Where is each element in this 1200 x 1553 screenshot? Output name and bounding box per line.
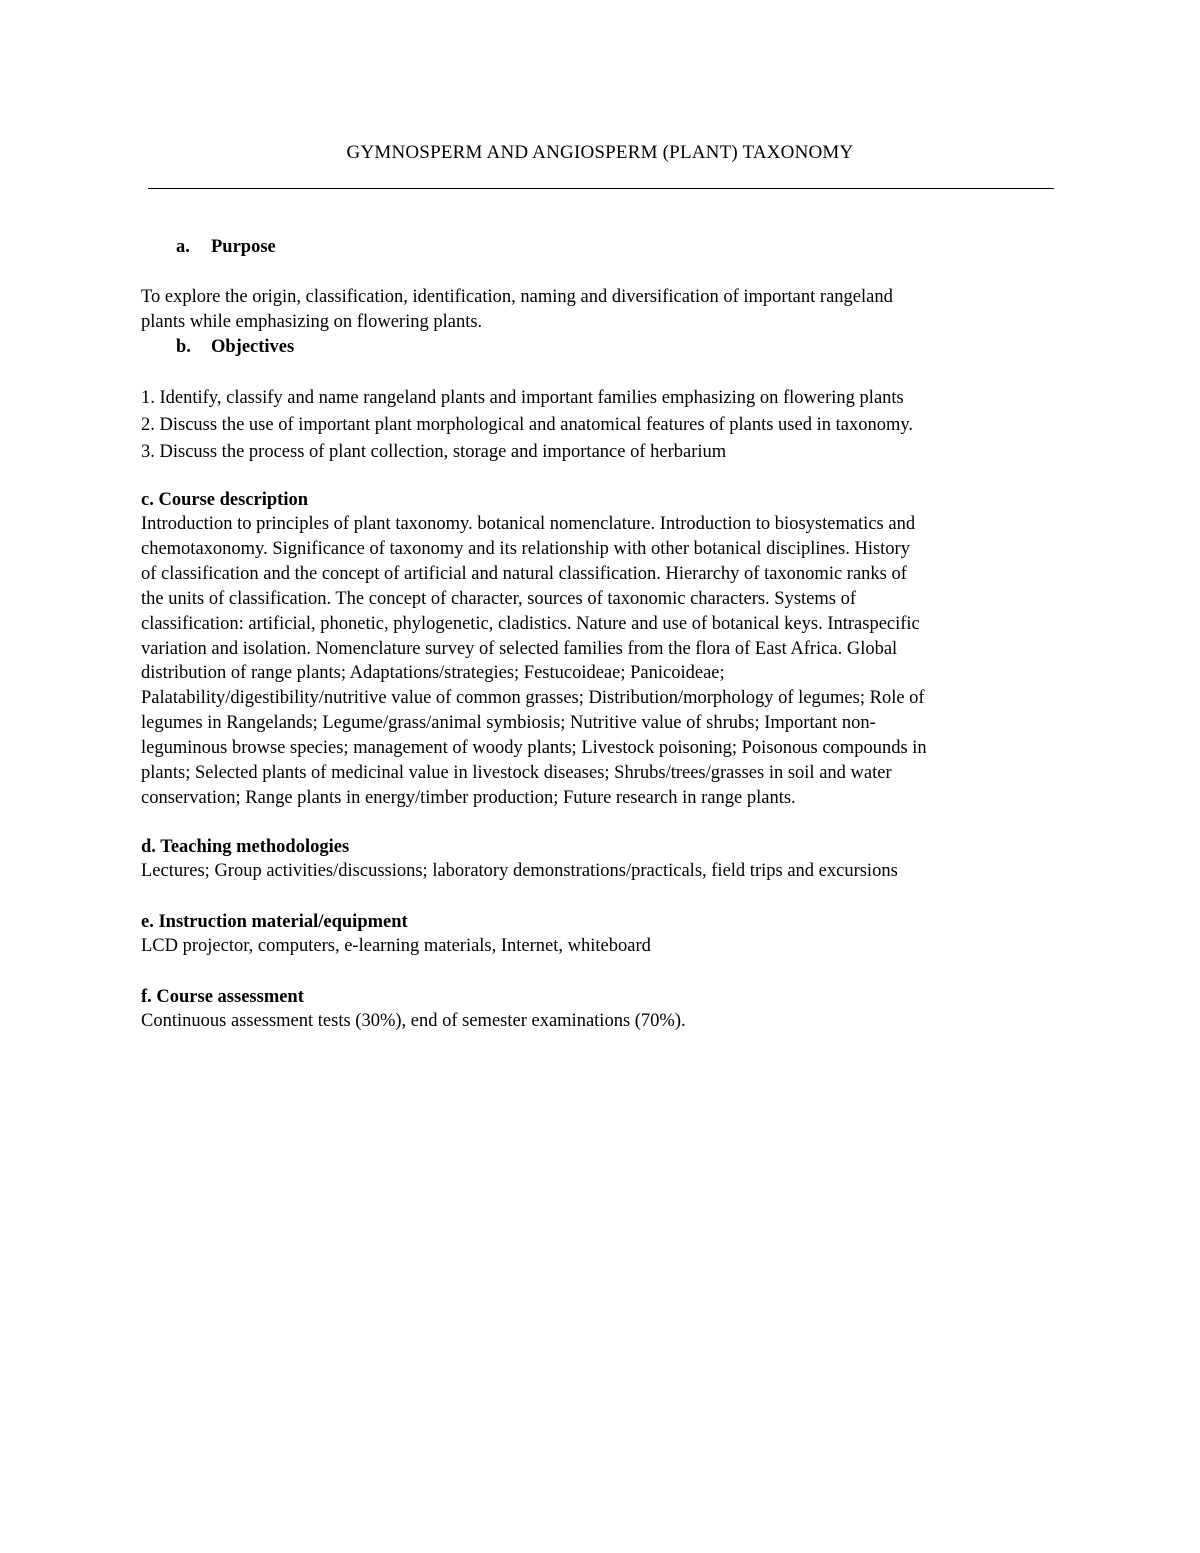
document-title: GYMNOSPERM AND ANGIOSPERM (PLANT) TAXONOMY [346,142,854,163]
course-description-line: variation and isolation. Nomenclature survey of selected families from the flora of East Africa. Global [141,638,898,659]
course-description-line: legumes in Rangelands; Legume/grass/animal symbiosis; Nutritive value of shrubs; Important non- [141,713,876,734]
teaching-methodologies-heading: d. Teaching methodologies [141,837,350,857]
purpose-line: plants while emphasizing on flowering plants. [141,312,483,332]
objectives-heading [176,335,294,360]
objectives-list [141,385,1066,466]
course-description-line: conservation; Range plants in energy/timber production; Future research in range plants. [141,787,796,808]
course-assessment-text: Continuous assessment tests (30%), end of semester examinations (70%). [141,1011,686,1031]
objective-item: 3. Discuss the process of plant collection, storage and importance of herbarium [141,442,727,462]
purpose-letter: a. [176,237,190,257]
course-assessment-heading: f. Course assessment [141,987,304,1007]
course-description-line: Palatability/digestibility/nutritive value of common grasses; Distribution/morphology of legumes; Role of [141,688,925,709]
course-description-line: of classification and the concept of artificial and natural classification. Hierarchy of taxonomic ranks of [141,563,907,584]
title-underline [148,188,1054,189]
course-description-line: plants; Selected plants of medicinal value in livestock diseases; Shrubs/trees/grasses in soil and water [141,763,892,784]
purpose-line: To explore the origin, classification, identification, naming and diversification of important rangeland [141,287,893,307]
objectives-heading-text: Objectives [211,337,295,357]
course-description-line: distribution of range plants; Adaptations/strategies; Festucoideae; Panicoideae; [141,663,725,684]
course-description-heading: c. Course description [141,490,308,510]
course-description-line: the units of classification. The concept of character, sources of taxonomic characters. Systems of [141,588,857,609]
course-description-line: chemotaxonomy. Significance of taxonomy and its relationship with other botanical disciplines. History [141,538,910,559]
course-description-line: leguminous browse species; management of woody plants; Livestock poisoning; Poisonous compounds in [141,738,927,759]
objective-item: 2. Discuss the use of important plant morphological and anatomical features of plants used in taxonomy. [141,415,914,435]
purpose-heading [176,235,276,260]
instruction-material-text: LCD projector, computers, e-learning materials, Internet, whiteboard [141,936,651,956]
purpose-heading-text: Purpose [211,237,276,257]
course-description-line: Introduction to principles of plant taxonomy. botanical nomenclature. Introduction to biosystematics and [141,514,916,534]
objectives-letter: b. [176,337,191,357]
course-description-line: classification: artificial, phonetic, phylogenetic, cladistics. Nature and use of botanical keys. Intraspecific [141,613,920,634]
teaching-methodologies-text: Lectures; Group activities/discussions; laboratory demonstrations/practicals, field trips and excursions [141,861,898,881]
instruction-material-heading: e. Instruction material/equipment [141,912,408,932]
course-description-text [141,512,1066,811]
objective-item: 1. Identify, classify and name rangeland plants and important families emphasizing on flowering plants [141,388,904,408]
purpose-text [141,285,1066,335]
